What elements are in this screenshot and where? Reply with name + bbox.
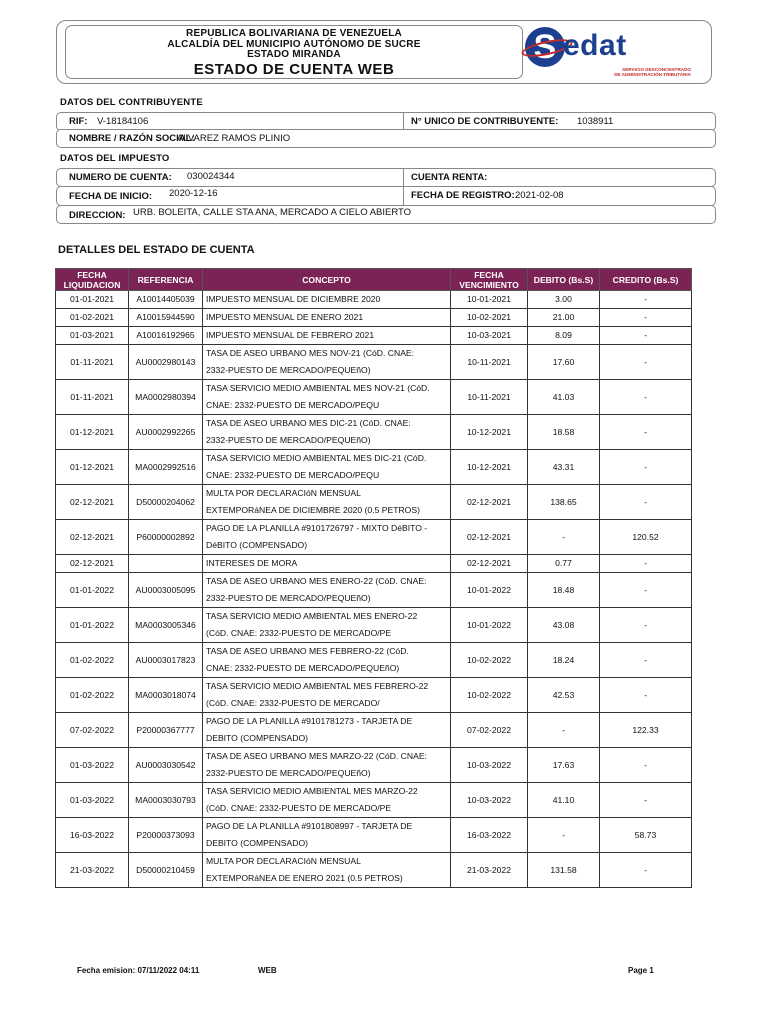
table-row: [56, 818, 692, 853]
footer-web: WEB: [258, 966, 277, 975]
nro-contribuyente-value: 1038911: [577, 116, 614, 127]
cell-debito: 0.77: [528, 555, 600, 573]
cell-referencia: MA0003005346: [129, 608, 203, 643]
cell-credito: 120.52: [600, 520, 692, 555]
concepto-line-2: CNAE: 2332-PUESTO DE MERCADO/PEQUEñO): [206, 663, 400, 673]
cell-credito: -: [600, 291, 692, 309]
concepto-line-1: INTERESES DE MORA: [206, 558, 298, 568]
cell-referencia: A10015944590: [129, 309, 203, 327]
cell-fecha-vencimiento: 10-03-2022: [451, 783, 528, 818]
cell-fecha-vencimiento: 16-03-2022: [451, 818, 528, 853]
cuenta-row: [56, 168, 716, 187]
table-row: [56, 783, 692, 818]
concepto-line-1: TASA SERVICIO MEDIO AMBIENTAL MES ENERO-22: [206, 611, 418, 621]
cell-concepto: [203, 713, 451, 748]
concepto-line-1: PAGO DE LA PLANILLA #9101726797 - MIXTO DéBITO -: [206, 523, 428, 533]
cell-credito: -: [600, 485, 692, 520]
concepto-line-2: EXTEMPORáNEA DE DICIEMBRE 2020 (0.5 PETROS): [206, 505, 420, 515]
cell-credito: -: [600, 309, 692, 327]
cell-debito: 41.10: [528, 783, 600, 818]
cell-referencia: [129, 555, 203, 573]
nombre-value: ALVAREZ RAMOS PLINIO: [177, 133, 291, 144]
nro-contribuyente-label: N° UNICO DE CONTRIBUYENTE:: [411, 116, 559, 127]
cell-debito: 43.08: [528, 608, 600, 643]
concepto-line-1: TASA SERVICIO MEDIO AMBIENTAL MES NOV-21 (CóD.: [206, 383, 430, 393]
row-divider: [403, 187, 404, 205]
cell-debito: 18.58: [528, 415, 600, 450]
cuenta-label: NUMERO DE CUENTA:: [69, 172, 172, 183]
table-row: [56, 853, 692, 888]
cell-fecha-vencimiento: 02-12-2021: [451, 520, 528, 555]
cell-fecha-vencimiento: 02-12-2021: [451, 485, 528, 520]
concepto-line-1: IMPUESTO MENSUAL DE ENERO 2021: [206, 312, 364, 322]
cell-concepto: [203, 678, 451, 713]
detalles-title: DETALLES DEL ESTADO DE CUENTA: [58, 244, 255, 256]
cell-credito: -: [600, 573, 692, 608]
direccion-label: DIRECCION:: [69, 210, 126, 221]
cell-fecha-vencimiento: 10-01-2021: [451, 291, 528, 309]
cell-referencia: P20000367777: [129, 713, 203, 748]
table-row: [56, 291, 692, 309]
cell-fecha-liquidacion: 01-03-2021: [56, 327, 129, 345]
sedat-logo: [523, 27, 703, 77]
header-title-block: [65, 25, 523, 79]
cell-debito: 18.24: [528, 643, 600, 678]
cell-debito: -: [528, 818, 600, 853]
table-header-row: [56, 269, 692, 291]
cell-concepto: [203, 555, 451, 573]
cell-debito: 3.00: [528, 291, 600, 309]
cell-concepto: [203, 380, 451, 415]
fecha-inicio-label: FECHA DE INICIO:: [69, 191, 153, 202]
table-row: [56, 309, 692, 327]
cell-concepto: [203, 415, 451, 450]
cell-referencia: AU0002992265: [129, 415, 203, 450]
cell-fecha-vencimiento: 02-12-2021: [451, 555, 528, 573]
table-row: [56, 678, 692, 713]
cell-fecha-vencimiento: 10-01-2022: [451, 573, 528, 608]
section-contribuyente: DATOS DEL CONTRIBUYENTE: [60, 97, 203, 108]
cell-fecha-liquidacion: 01-03-2022: [56, 783, 129, 818]
header-line-2: ALCALDÍA DEL MUNICIPIO AUTÓNOMO DE SUCRE: [167, 38, 421, 50]
concepto-line-1: IMPUESTO MENSUAL DE DICIEMBRE 2020: [206, 294, 381, 304]
cell-credito: 58.73: [600, 818, 692, 853]
concepto-line-1: PAGO DE LA PLANILLA #9101808997 - TARJETA DE: [206, 821, 413, 831]
footer-fecha-emision: Fecha emision: 07/11/2022 04:11: [77, 966, 200, 975]
cell-concepto: [203, 450, 451, 485]
cell-referencia: A10014405039: [129, 291, 203, 309]
cell-concepto: [203, 345, 451, 380]
cell-referencia: AU0003017823: [129, 643, 203, 678]
concepto-line-2: 2332-PUESTO DE MERCADO/PEQUEñO): [206, 435, 371, 445]
cell-credito: -: [600, 450, 692, 485]
fecha-registro-value: 2021-02-08: [515, 190, 564, 201]
cell-debito: 131.58: [528, 853, 600, 888]
cell-fecha-liquidacion: 01-02-2022: [56, 678, 129, 713]
cell-fecha-vencimiento: 10-02-2021: [451, 309, 528, 327]
col-fecha-vencimiento: FECHA VENCIMIENTO: [451, 269, 528, 291]
concepto-line-2: CNAE: 2332-PUESTO DE MERCADO/PEQU: [206, 400, 380, 410]
concepto-line-2: DEBITO (COMPENSADO): [206, 733, 309, 743]
cell-fecha-vencimiento: 10-02-2022: [451, 678, 528, 713]
cell-debito: 17.63: [528, 748, 600, 783]
concepto-line-1: TASA DE ASEO URBANO MES NOV-21 (CóD. CNAE:: [206, 348, 415, 358]
cell-credito: -: [600, 748, 692, 783]
cell-concepto: [203, 573, 451, 608]
concepto-line-2: (CóD. CNAE: 2332-PUESTO DE MERCADO/: [206, 698, 380, 708]
cell-debito: 18.48: [528, 573, 600, 608]
concepto-line-2: EXTEMPORáNEA DE ENERO 2021 (0.5 PETROS): [206, 873, 403, 883]
cell-credito: -: [600, 643, 692, 678]
cell-fecha-vencimiento: 10-03-2022: [451, 748, 528, 783]
logo-subtitle-line-2: DE ADMINISTRACIÓN TRIBUTARIA: [614, 72, 691, 77]
table-row: [56, 520, 692, 555]
cell-concepto: [203, 309, 451, 327]
cell-referencia: AU0003005095: [129, 573, 203, 608]
cell-referencia: AU0002980143: [129, 345, 203, 380]
concepto-line-1: TASA SERVICIO MEDIO AMBIENTAL MES DIC-21 (CóD.: [206, 453, 427, 463]
table-row: [56, 380, 692, 415]
table-row: [56, 608, 692, 643]
cell-fecha-liquidacion: 01-02-2021: [56, 309, 129, 327]
cell-debito: 8.09: [528, 327, 600, 345]
cell-referencia: P60000002892: [129, 520, 203, 555]
cell-fecha-liquidacion: 01-12-2021: [56, 415, 129, 450]
cell-credito: -: [600, 380, 692, 415]
cell-fecha-liquidacion: 01-11-2021: [56, 345, 129, 380]
cell-concepto: [203, 291, 451, 309]
document-title: ESTADO DE CUENTA WEB: [193, 60, 395, 78]
cell-credito: -: [600, 678, 692, 713]
table-row: [56, 327, 692, 345]
concepto-line-1: MULTA POR DECLARACIóN MENSUAL: [206, 856, 361, 866]
cell-fecha-liquidacion: 21-03-2022: [56, 853, 129, 888]
footer-page-number: Page 1: [628, 966, 654, 975]
cell-fecha-vencimiento: 10-11-2021: [451, 345, 528, 380]
cell-referencia: MA0002980394: [129, 380, 203, 415]
concepto-line-1: TASA DE ASEO URBANO MES MARZO-22 (CóD. CNAE:: [206, 751, 427, 761]
cell-credito: -: [600, 608, 692, 643]
header-line-3: ESTADO MIRANDA: [247, 49, 341, 60]
concepto-line-2: DéBITO (COMPENSADO): [206, 540, 308, 550]
cell-fecha-liquidacion: 01-01-2021: [56, 291, 129, 309]
cell-fecha-liquidacion: 02-12-2021: [56, 485, 129, 520]
cuenta-value: 030024344: [187, 171, 235, 182]
cell-fecha-liquidacion: 01-01-2022: [56, 608, 129, 643]
table-row: [56, 485, 692, 520]
cell-fecha-liquidacion: 16-03-2022: [56, 818, 129, 853]
cell-concepto: [203, 485, 451, 520]
cell-concepto: [203, 853, 451, 888]
cell-fecha-vencimiento: 07-02-2022: [451, 713, 528, 748]
concepto-line-1: PAGO DE LA PLANILLA #9101781273 - TARJETA DE: [206, 716, 413, 726]
table-row: [56, 555, 692, 573]
document-header: [56, 20, 712, 84]
nombre-label: NOMBRE / RAZÓN SOCIAL:: [69, 133, 195, 144]
table-row: [56, 643, 692, 678]
concepto-line-1: TASA DE ASEO URBANO MES FEBRERO-22 (CóD.: [206, 646, 409, 656]
cell-fecha-liquidacion: 01-12-2021: [56, 450, 129, 485]
cell-fecha-liquidacion: 07-02-2022: [56, 713, 129, 748]
cell-credito: -: [600, 783, 692, 818]
cell-credito: 122.33: [600, 713, 692, 748]
cell-debito: 17.60: [528, 345, 600, 380]
cell-credito: -: [600, 853, 692, 888]
concepto-line-1: IMPUESTO MENSUAL DE FEBRERO 2021: [206, 330, 375, 340]
cell-fecha-vencimiento: 10-11-2021: [451, 380, 528, 415]
table-row: [56, 345, 692, 380]
cell-referencia: AU0003030542: [129, 748, 203, 783]
rif-label: RIF:: [69, 116, 88, 127]
cell-concepto: [203, 327, 451, 345]
cell-referencia: MA0003018074: [129, 678, 203, 713]
cell-credito: -: [600, 345, 692, 380]
cell-fecha-liquidacion: 01-03-2022: [56, 748, 129, 783]
cell-fecha-vencimiento: 10-12-2021: [451, 450, 528, 485]
cell-referencia: D50000210459: [129, 853, 203, 888]
cell-fecha-vencimiento: 10-12-2021: [451, 415, 528, 450]
concepto-line-1: MULTA POR DECLARACIóN MENSUAL: [206, 488, 361, 498]
account-statement-table: [55, 268, 692, 888]
section-impuesto: DATOS DEL IMPUESTO: [60, 153, 170, 164]
table-row: [56, 748, 692, 783]
table-row: [56, 573, 692, 608]
concepto-line-1: TASA DE ASEO URBANO MES DIC-21 (CóD. CNAE:: [206, 418, 411, 428]
cell-debito: -: [528, 713, 600, 748]
header-line-1: REPUBLICA BOLIVARIANA DE VENEZUELA: [186, 28, 402, 39]
direccion-row: [56, 205, 716, 224]
concepto-line-1: TASA DE ASEO URBANO MES ENERO-22 (CóD. CNAE:: [206, 576, 427, 586]
col-referencia: REFERENCIA: [129, 269, 203, 291]
row-divider: [403, 169, 404, 186]
cell-referencia: MA0003030793: [129, 783, 203, 818]
concepto-line-2: 2332-PUESTO DE MERCADO/PEQUEñO): [206, 593, 371, 603]
concepto-line-1: TASA SERVICIO MEDIO AMBIENTAL MES MARZO-22: [206, 786, 418, 796]
col-fecha-liquidacion: FECHA LIQUIDACION: [56, 269, 129, 291]
cell-fecha-liquidacion: 02-12-2021: [56, 555, 129, 573]
cell-debito: 138.65: [528, 485, 600, 520]
cell-credito: -: [600, 327, 692, 345]
table-row: [56, 450, 692, 485]
cell-debito: -: [528, 520, 600, 555]
concepto-line-2: 2332-PUESTO DE MERCADO/PEQUEñO): [206, 365, 371, 375]
table-row: [56, 415, 692, 450]
cell-concepto: [203, 643, 451, 678]
logo-wordmark: edat: [563, 29, 627, 62]
logo-subtitle: [541, 67, 691, 77]
concepto-line-1: TASA SERVICIO MEDIO AMBIENTAL MES FEBRERO-22: [206, 681, 429, 691]
fecha-inicio-value: 2020-12-16: [169, 188, 218, 199]
logo-s-mark-icon: S: [525, 27, 565, 67]
cell-concepto: [203, 608, 451, 643]
cell-fecha-vencimiento: 10-01-2022: [451, 608, 528, 643]
cell-debito: 41.03: [528, 380, 600, 415]
col-credito: CREDITO (Bs.S): [600, 269, 692, 291]
cell-fecha-liquidacion: 01-11-2021: [56, 380, 129, 415]
cell-fecha-vencimiento: 21-03-2022: [451, 853, 528, 888]
cell-concepto: [203, 818, 451, 853]
cell-referencia: P20000373093: [129, 818, 203, 853]
col-concepto: CONCEPTO: [203, 269, 451, 291]
cell-fecha-vencimiento: 10-03-2021: [451, 327, 528, 345]
cuenta-renta-label: CUENTA RENTA:: [411, 172, 488, 183]
fecha-registro-label: FECHA DE REGISTRO:: [411, 190, 515, 201]
cell-referencia: A10016192965: [129, 327, 203, 345]
cell-debito: 42.53: [528, 678, 600, 713]
concepto-line-2: (CóD. CNAE: 2332-PUESTO DE MERCADO/PE: [206, 803, 392, 813]
cell-fecha-liquidacion: 01-02-2022: [56, 643, 129, 678]
cell-fecha-vencimiento: 10-02-2022: [451, 643, 528, 678]
cell-referencia: MA0002992516: [129, 450, 203, 485]
col-debito: DEBITO (Bs.S): [528, 269, 600, 291]
nombre-row: [56, 129, 716, 148]
cell-concepto: [203, 748, 451, 783]
cell-concepto: [203, 520, 451, 555]
concepto-line-2: DEBITO (COMPENSADO): [206, 838, 309, 848]
concepto-line-2: CNAE: 2332-PUESTO DE MERCADO/PEQU: [206, 470, 380, 480]
concepto-line-2: (CóD. CNAE: 2332-PUESTO DE MERCADO/PE: [206, 628, 392, 638]
row-divider: [403, 113, 404, 130]
cell-debito: 21.00: [528, 309, 600, 327]
rif-value: V-18184106: [97, 116, 149, 127]
logo-subtitle-line-1: SERVICIO DESCONCENTRADO: [622, 67, 691, 72]
cell-fecha-liquidacion: 01-01-2022: [56, 573, 129, 608]
cell-concepto: [203, 783, 451, 818]
cell-debito: 43.31: [528, 450, 600, 485]
cell-credito: -: [600, 555, 692, 573]
concepto-line-2: 2332-PUESTO DE MERCADO/PEQUEñO): [206, 768, 371, 778]
table-row: [56, 713, 692, 748]
cell-credito: -: [600, 415, 692, 450]
fecha-row: [56, 186, 716, 206]
cell-referencia: D50000204062: [129, 485, 203, 520]
cell-fecha-liquidacion: 02-12-2021: [56, 520, 129, 555]
direccion-value: URB. BOLEITA, CALLE STA ANA, MERCADO A CIELO ABIERTO: [133, 207, 412, 218]
